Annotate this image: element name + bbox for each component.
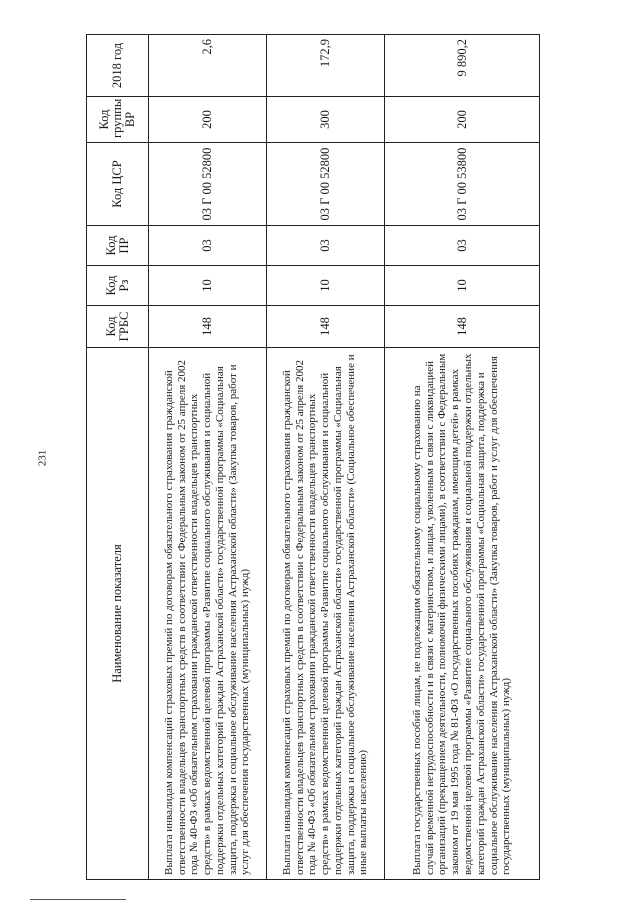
rotated-page-content (86, 35, 539, 880)
row-rz: 10 (149, 266, 267, 306)
page-number: 231 (36, 449, 49, 467)
row-grbs: 148 (385, 306, 540, 348)
row-pr: 03 (149, 226, 267, 266)
header-pr: Код ПР (87, 226, 149, 266)
row-amount: 2,6 (149, 35, 267, 97)
row-amount: 9 890,2 (385, 35, 540, 97)
row-name: Выплата государственных пособий лицам, не подлежащим обязательному социальному страхованию на случай временной нетрудоспособности и в связи с материнством, и лицам, уволенным в связи с ликвидацией организаций (прекращением деятельности, полномочий физическими лицами), в соответствии с Федеральным законом от 19 мая 1995 года № 81-ФЗ «О государственных пособиях гражданам, имеющим детей» в рамках ведомственной целевой программы «Развитие социального обслуживания и социальной поддержки отдельных категорий граждан Астраханской области» государственной программы «Социальная защита, поддержка и социальное обслуживание населения Астраханской области» (Закупка товаров, работ и услуг для обеспечения государственных (муниципальных) нужд) (385, 348, 540, 880)
row-amount: 172,9 (267, 35, 385, 97)
header-year: 2018 год (87, 35, 149, 97)
row-pr: 03 (267, 226, 385, 266)
row-grbs: 148 (267, 306, 385, 348)
header-vr: Код группы ВР (87, 97, 149, 143)
row-csr: 03 Г 00 52800 (149, 143, 267, 226)
header-rz: Код Рз (87, 266, 149, 306)
table-row (149, 35, 267, 880)
row-pr: 03 (385, 226, 540, 266)
row-grbs: 148 (149, 306, 267, 348)
row-csr: 03 Г 00 53800 (385, 143, 540, 226)
header-grbs: Код ГРБС (87, 306, 149, 348)
row-name: Выплата инвалидам компенсаций страховых премий по договорам обязательного страхования гражданской ответственности владельцев транспортных средств в соответствии с Федеральным законом от 25 апреля 2002 года № 40-ФЗ «Об обязательном страховании гражданской ответственности владельцев транспортных средств» в рамках ведомственной целевой программы «Развитие социального обслуживания и социальной поддержки отдельных категорий граждан Астраханской области» государственной программы «Социальная защита, поддержка и социальное обслуживание населения Астраханской области» (Социальное обеспечение и иные выплаты населению) (267, 348, 385, 880)
budget-table (86, 34, 540, 880)
header-csr: Код ЦСР (87, 143, 149, 226)
footnote-divider (30, 899, 126, 900)
row-csr: 03 Г 00 52800 (267, 143, 385, 226)
header-name: Наименование показателя (87, 348, 149, 880)
row-vr: 200 (385, 97, 540, 143)
table-row (385, 35, 540, 880)
table-header-row (87, 35, 149, 880)
table-row (267, 35, 385, 880)
row-name: Выплата инвалидам компенсаций страховых премий по договорам обязательного страхования гражданской ответственности владельцев транспортных средств в соответствии с Федеральным законом от 25 апреля 2002 года № 40-ФЗ «Об обязательном страховании гражданской ответственности владельцев транспортных средств» в рамках ведомственной целевой программы «Развитие социального обслуживания и социальной поддержки отдельных категорий граждан Астраханской области» государственной программы «Социальная защита, поддержка и социальное обслуживание населения Астраханской области» (Закупка товаров, работ и услуг для обеспечения государственных (муниципальных) нужд) (149, 348, 267, 880)
row-vr: 200 (149, 97, 267, 143)
row-rz: 10 (267, 266, 385, 306)
row-rz: 10 (385, 266, 540, 306)
row-vr: 300 (267, 97, 385, 143)
